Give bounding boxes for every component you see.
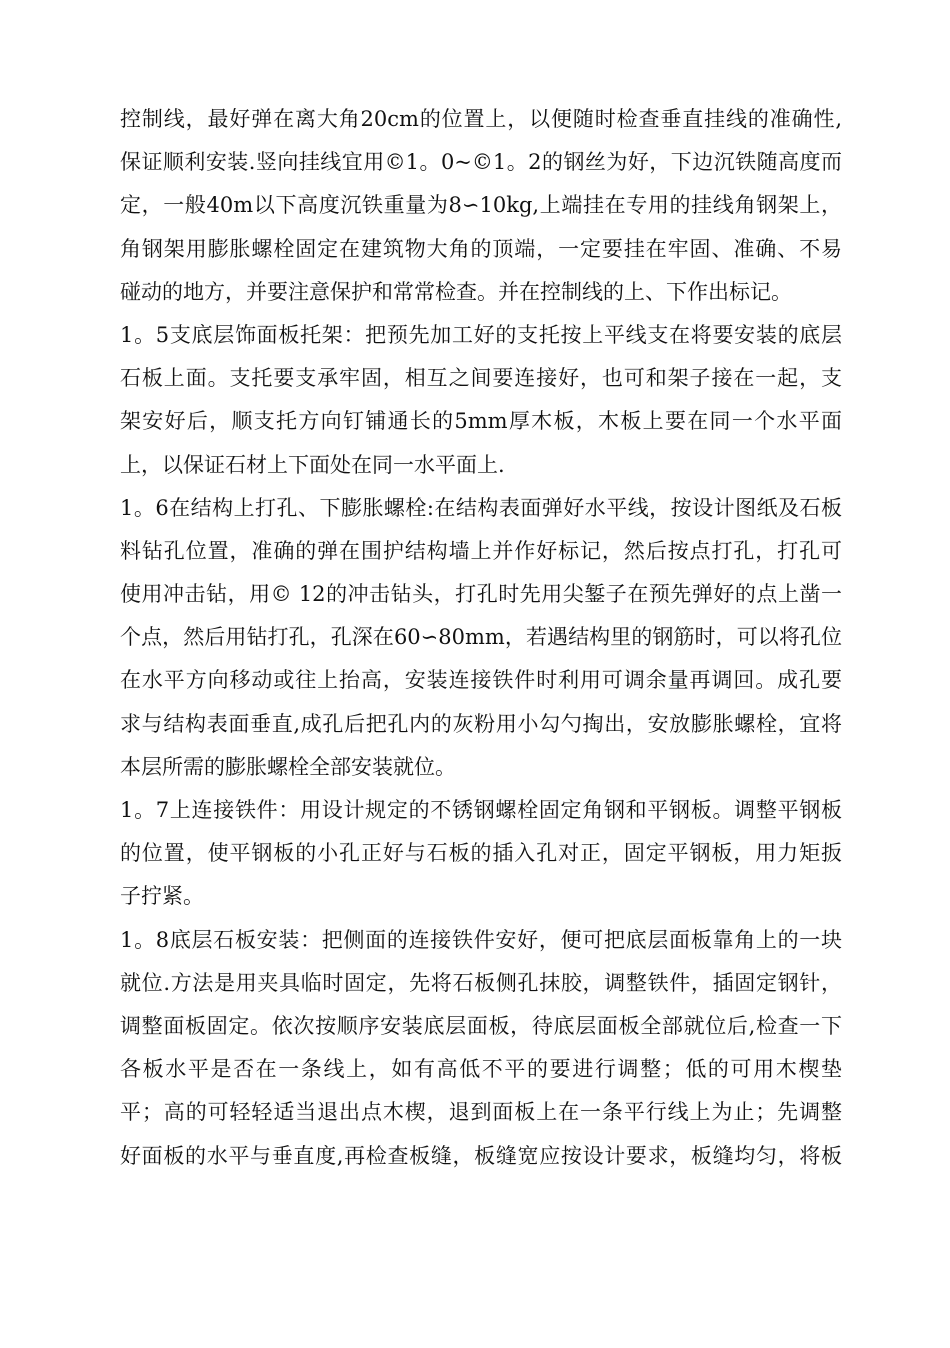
text-line: 各板水平是否在一条线上，如有高低不平的要进行调整；低的可用木楔垫: [120, 1057, 842, 1082]
text-line: 1。6在结构上打孔、下膨胀螺栓:在结构表面弹好水平线，按设计图纸及石板: [120, 495, 842, 520]
text-line: 本层所需的膨胀螺栓全部安装就位。: [120, 754, 456, 779]
text-line: 求与结构表面垂直,成孔后把孔内的灰粉用小勾勺掏出，安放膨胀螺栓，宜将: [120, 711, 842, 736]
text-line: 的位置，使平钢板的小孔正好与石板的插入孔对正，固定平钢板，用力矩扳: [120, 841, 842, 866]
text-line: 定，一般40m以下高度沉铁重量为8∽10kg,上端挂在专用的挂线角钢架上，: [120, 193, 842, 218]
text-line: 1。8底层石板安装：把侧面的连接铁件安好，便可把底层面板靠角上的一块: [120, 927, 842, 952]
text-line: 1。5支底层饰面板托架：把预先加工好的支托按上平线支在将要安装的底层: [120, 322, 842, 347]
text-line: 个点，然后用钻打孔，孔深在60∽80mm，若遇结构里的钢筋时，可以将孔位: [120, 625, 842, 650]
text-line: 1。7上连接铁件：用设计规定的不锈钢螺栓固定角钢和平钢板。调整平钢板: [120, 798, 842, 822]
text-line: 调整面板固定。依次按顺序安装底层面板，待底层面板全部就位后,检查一下: [120, 1013, 842, 1038]
text-line: 子拧紧。: [120, 884, 204, 909]
text-line: 上，以保证石材上下面处在同一水平面上.: [120, 452, 505, 477]
text-line: 石板上面。支托要支承牢固，相互之间要连接好，也可和架子接在一起，支: [120, 366, 842, 391]
text-line: 保证顺利安装.竖向挂线宜用©1。0~©1。2的钢丝为好，下边沉铁随高度而: [120, 150, 842, 175]
text-line: 料钻孔位置，准确的弹在围护结构墙上并作好标记，然后按点打孔，打孔可: [120, 538, 842, 563]
text-line: 角钢架用膨胀螺栓固定在建筑物大角的顶端，一定要挂在牢固、准确、不易: [120, 236, 842, 261]
text-line: 在水平方向移动或往上抬高，安装连接铁件时利用可调余量再调回。成孔要: [120, 668, 842, 693]
text-line: 架安好后，顺支托方向钉铺通长的5mm厚木板，木板上要在同一个水平面: [120, 409, 842, 434]
text-line: 平；高的可轻轻适当退出点木楔，退到面板上在一条平行线上为止；先调整: [120, 1100, 842, 1125]
document-body: [120, 98, 842, 1178]
text-line: 控制线，最好弹在离大角20cm的位置上，以便随时检查垂直挂线的准确性,: [120, 107, 842, 131]
text-line: 使用冲击钻，用© 12的冲击钻头，打孔时先用尖錾子在预先弹好的点上凿一: [120, 582, 842, 607]
text-line: 碰动的地方，并要注意保护和常常检查。并在控制线的上、下作出标记。: [120, 279, 792, 304]
text-line: 好面板的水平与垂直度,再检查板缝，板缝宽应按设计要求，板缝均匀，将板: [120, 1143, 842, 1168]
text-line: 就位.方法是用夹具临时固定，先将石板侧孔抹胶，调整铁件，插固定钢针，: [120, 970, 842, 995]
